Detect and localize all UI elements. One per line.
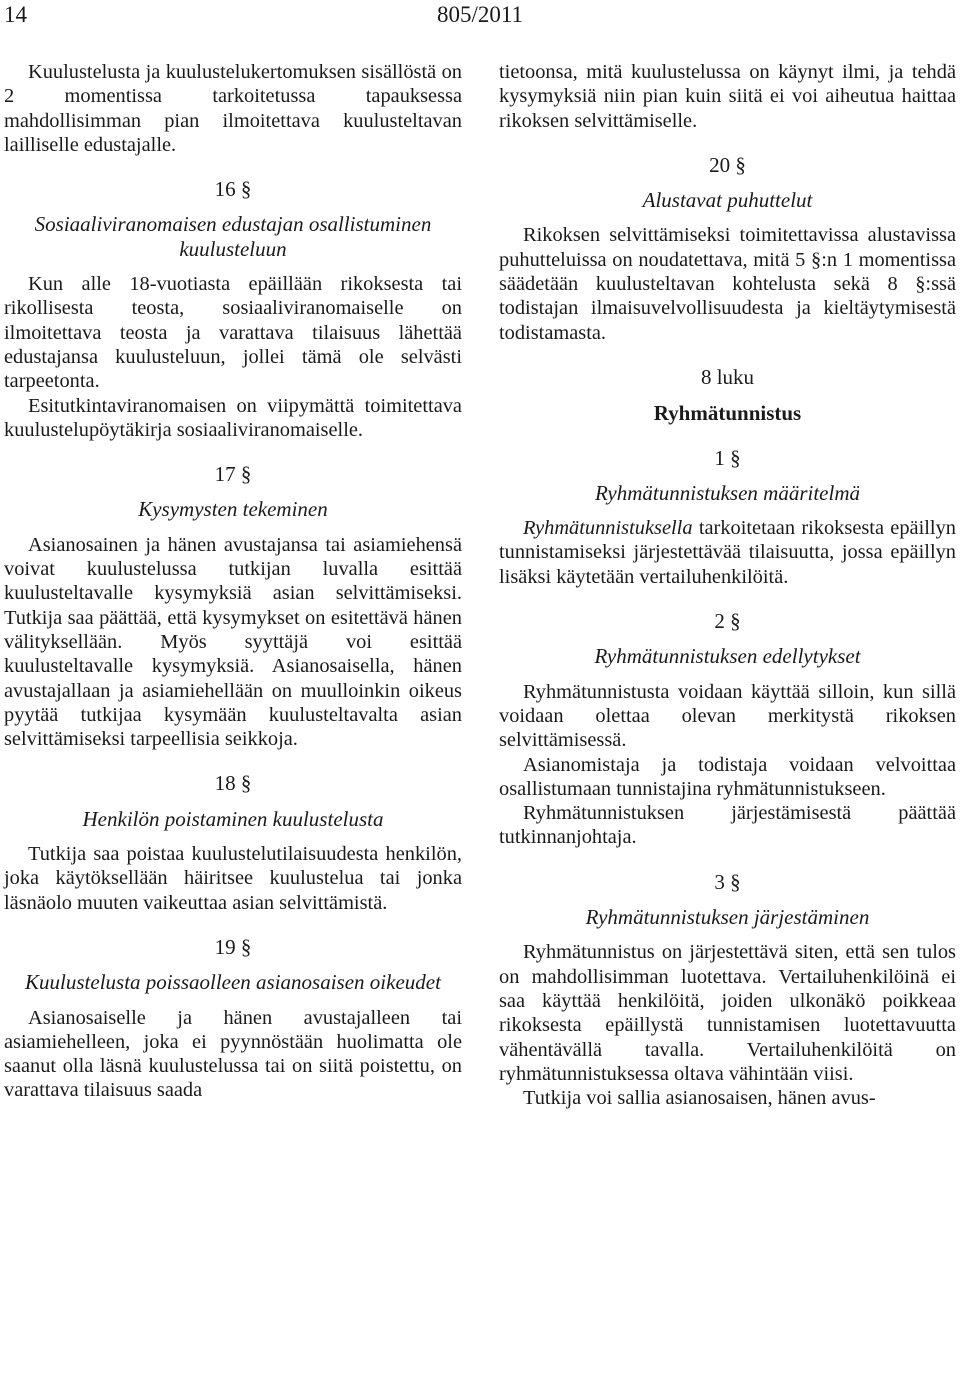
page-number: 14 <box>4 2 27 27</box>
paragraph: Esitutkintaviranomaisen on viipymättä toimitettava kuulustelupöytäkirja sosiaaliviranomaiselle. <box>4 394 462 441</box>
chapter-title: Ryhmätunnistus <box>653 401 802 426</box>
paragraph: Asianosainen ja hänen avustajansa tai asiamiehensä voivat kuulustelussa tutkijan luvalla esittää kuulusteltavalle kysymyksiä asian selvittämiseksi. Tutkija saa päättää, että kysymykset on esitettävä hänen välityksellään. Myös syyttäjä voi esittää kuulusteltavalle kysymyksiä. Asianosaisella, hänen avustajallaan ja asiamiehellään on muulloinkin oikeus pyytää tutkijaa kysymään kuulusteltavalta asian selvittämiseksi tarpeellisia seikkoja. <box>4 533 462 751</box>
section-title: Kysymysten tekeminen <box>138 497 328 522</box>
section-number: 20 § <box>709 152 746 177</box>
section-number: 19 § <box>214 934 252 959</box>
paragraph: Ryhmätunnistuksen järjestämisestä päättää tutkinnanjohtaja. <box>499 802 956 849</box>
section-number: 18 § <box>214 771 252 796</box>
section-number: 2 § <box>714 609 741 634</box>
paragraph <box>499 516 956 589</box>
continued-paragraph: tietoonsa, mitä kuulustelussa on käynyt ilmi, ja tehdä kysymyksiä niin pian kuin siitä ei voi aiheutua haittaa rikoksen selvittämiselle. <box>499 61 956 132</box>
section-18 <box>4 771 462 914</box>
chapter-8 <box>499 365 956 426</box>
paragraph: Asianomistaja ja todistaja voidaan velvoittaa osallistumaan tunnistajina ryhmätunnistukseen. <box>499 753 956 800</box>
chapter-section-2 <box>499 609 956 850</box>
section-title: Ryhmätunnistuksen järjestäminen <box>585 905 870 930</box>
section-title: Ryhmätunnistuksen määritelmä <box>594 480 860 505</box>
paragraph: Asianosaiselle ja hänen avustajalleen tai asiamiehelleen, joka ei pyynnöstään huolimatta ole saanut olla läsnä kuulustelussa tai on siitä poistettu, on varattava tilaisuus saada <box>4 1006 462 1102</box>
defined-term: Ryhmätunnistuksella <box>523 517 693 540</box>
paragraph: Ryhmätunnistusta voidaan käyttää silloin, kun sillä voidaan olettaa olevan merkitystä rikoksen selvittämisessä. <box>499 680 956 752</box>
section-title: Alustavat puhuttelut <box>642 188 813 213</box>
document-number: 805/2011 <box>436 2 524 27</box>
section-title: Sosiaaliviranomaisen edustajan osallistuminen kuulusteluun <box>34 212 432 261</box>
paragraph: Kun alle 18-vuotiasta epäillään rikoksesta tai rikollisesta teosta, sosiaaliviranomaiselle on ilmoitettava teosta ja varattava tilaisuus lähettää edustajansa kuulusteluun, jollei tämä ole selvästi tarpeetonta. <box>4 273 462 393</box>
section-20 <box>499 153 956 345</box>
section-title: Ryhmätunnistuksen edellytykset <box>594 644 861 669</box>
section-17 <box>4 462 462 751</box>
right-column <box>499 60 956 1110</box>
paragraph: Ryhmätunnistus on järjestettävä siten, että sen tulos on mahdollisimman luotettava. Vertailuhenkilöinä ei saa käyttää henkilöitä, joiden ulkonäkö poikkeaa rikoksesta epäillystä tunnistamisen luotettavuutta vähentävällä tavalla. Vertailuhenkilöitä on ryhmätunnistuksessa oltava vähintään viisi. <box>499 941 956 1085</box>
left-column <box>4 60 462 1103</box>
section-number: 16 § <box>214 177 252 202</box>
section-16 <box>4 177 462 442</box>
section-19 <box>4 935 462 1103</box>
chapter-section-3 <box>499 870 956 1111</box>
paragraph: Rikoksen selvittämiseksi toimitettavissa alustavissa puhutteluissa on noudatettava, mitä 5 §:n 1 momentissa säädetään kuulusteltavan kohtelusta sekä 8 §:ssä todistajan ilmaisuvelvollisuudesta ja kieltäytymisestä todistamasta. <box>499 224 956 344</box>
paragraph: Tutkija voi sallia asianosaisen, hänen avus- <box>523 1087 876 1110</box>
section-title: Henkilön poistaminen kuulustelusta <box>82 806 384 831</box>
chapter-number: 8 luku <box>700 364 755 389</box>
paragraph-text: tarkoitetaan rikoksesta epäillyn tunnistamiseksi järjestettävää tilaisuutta, jossa epäillyn lisäksi käytetään vertailuhenkilöitä. <box>499 517 956 588</box>
intro-paragraph: Kuulustelusta ja kuulustelukertomuksen sisällöstä on 2 momentissa tarkoitetussa tapauksessa mahdollisimman pian ilmoitettava kuulusteltavan lailliselle edustajalle. <box>4 61 462 156</box>
paragraph: Tutkija saa poistaa kuulustelutilaisuudesta henkilön, joka käytöksellään häiritsee kuulustelua tai jonka läsnäolo muuten vaikeuttaa asian selvittämistä. <box>4 843 462 914</box>
section-number: 3 § <box>714 869 741 894</box>
chapter-section-1 <box>499 446 956 589</box>
section-number: 1 § <box>714 445 741 470</box>
section-number: 17 § <box>214 462 252 487</box>
section-title: Kuulustelusta poissaolleen asianosaisen oikeudet <box>25 970 441 995</box>
